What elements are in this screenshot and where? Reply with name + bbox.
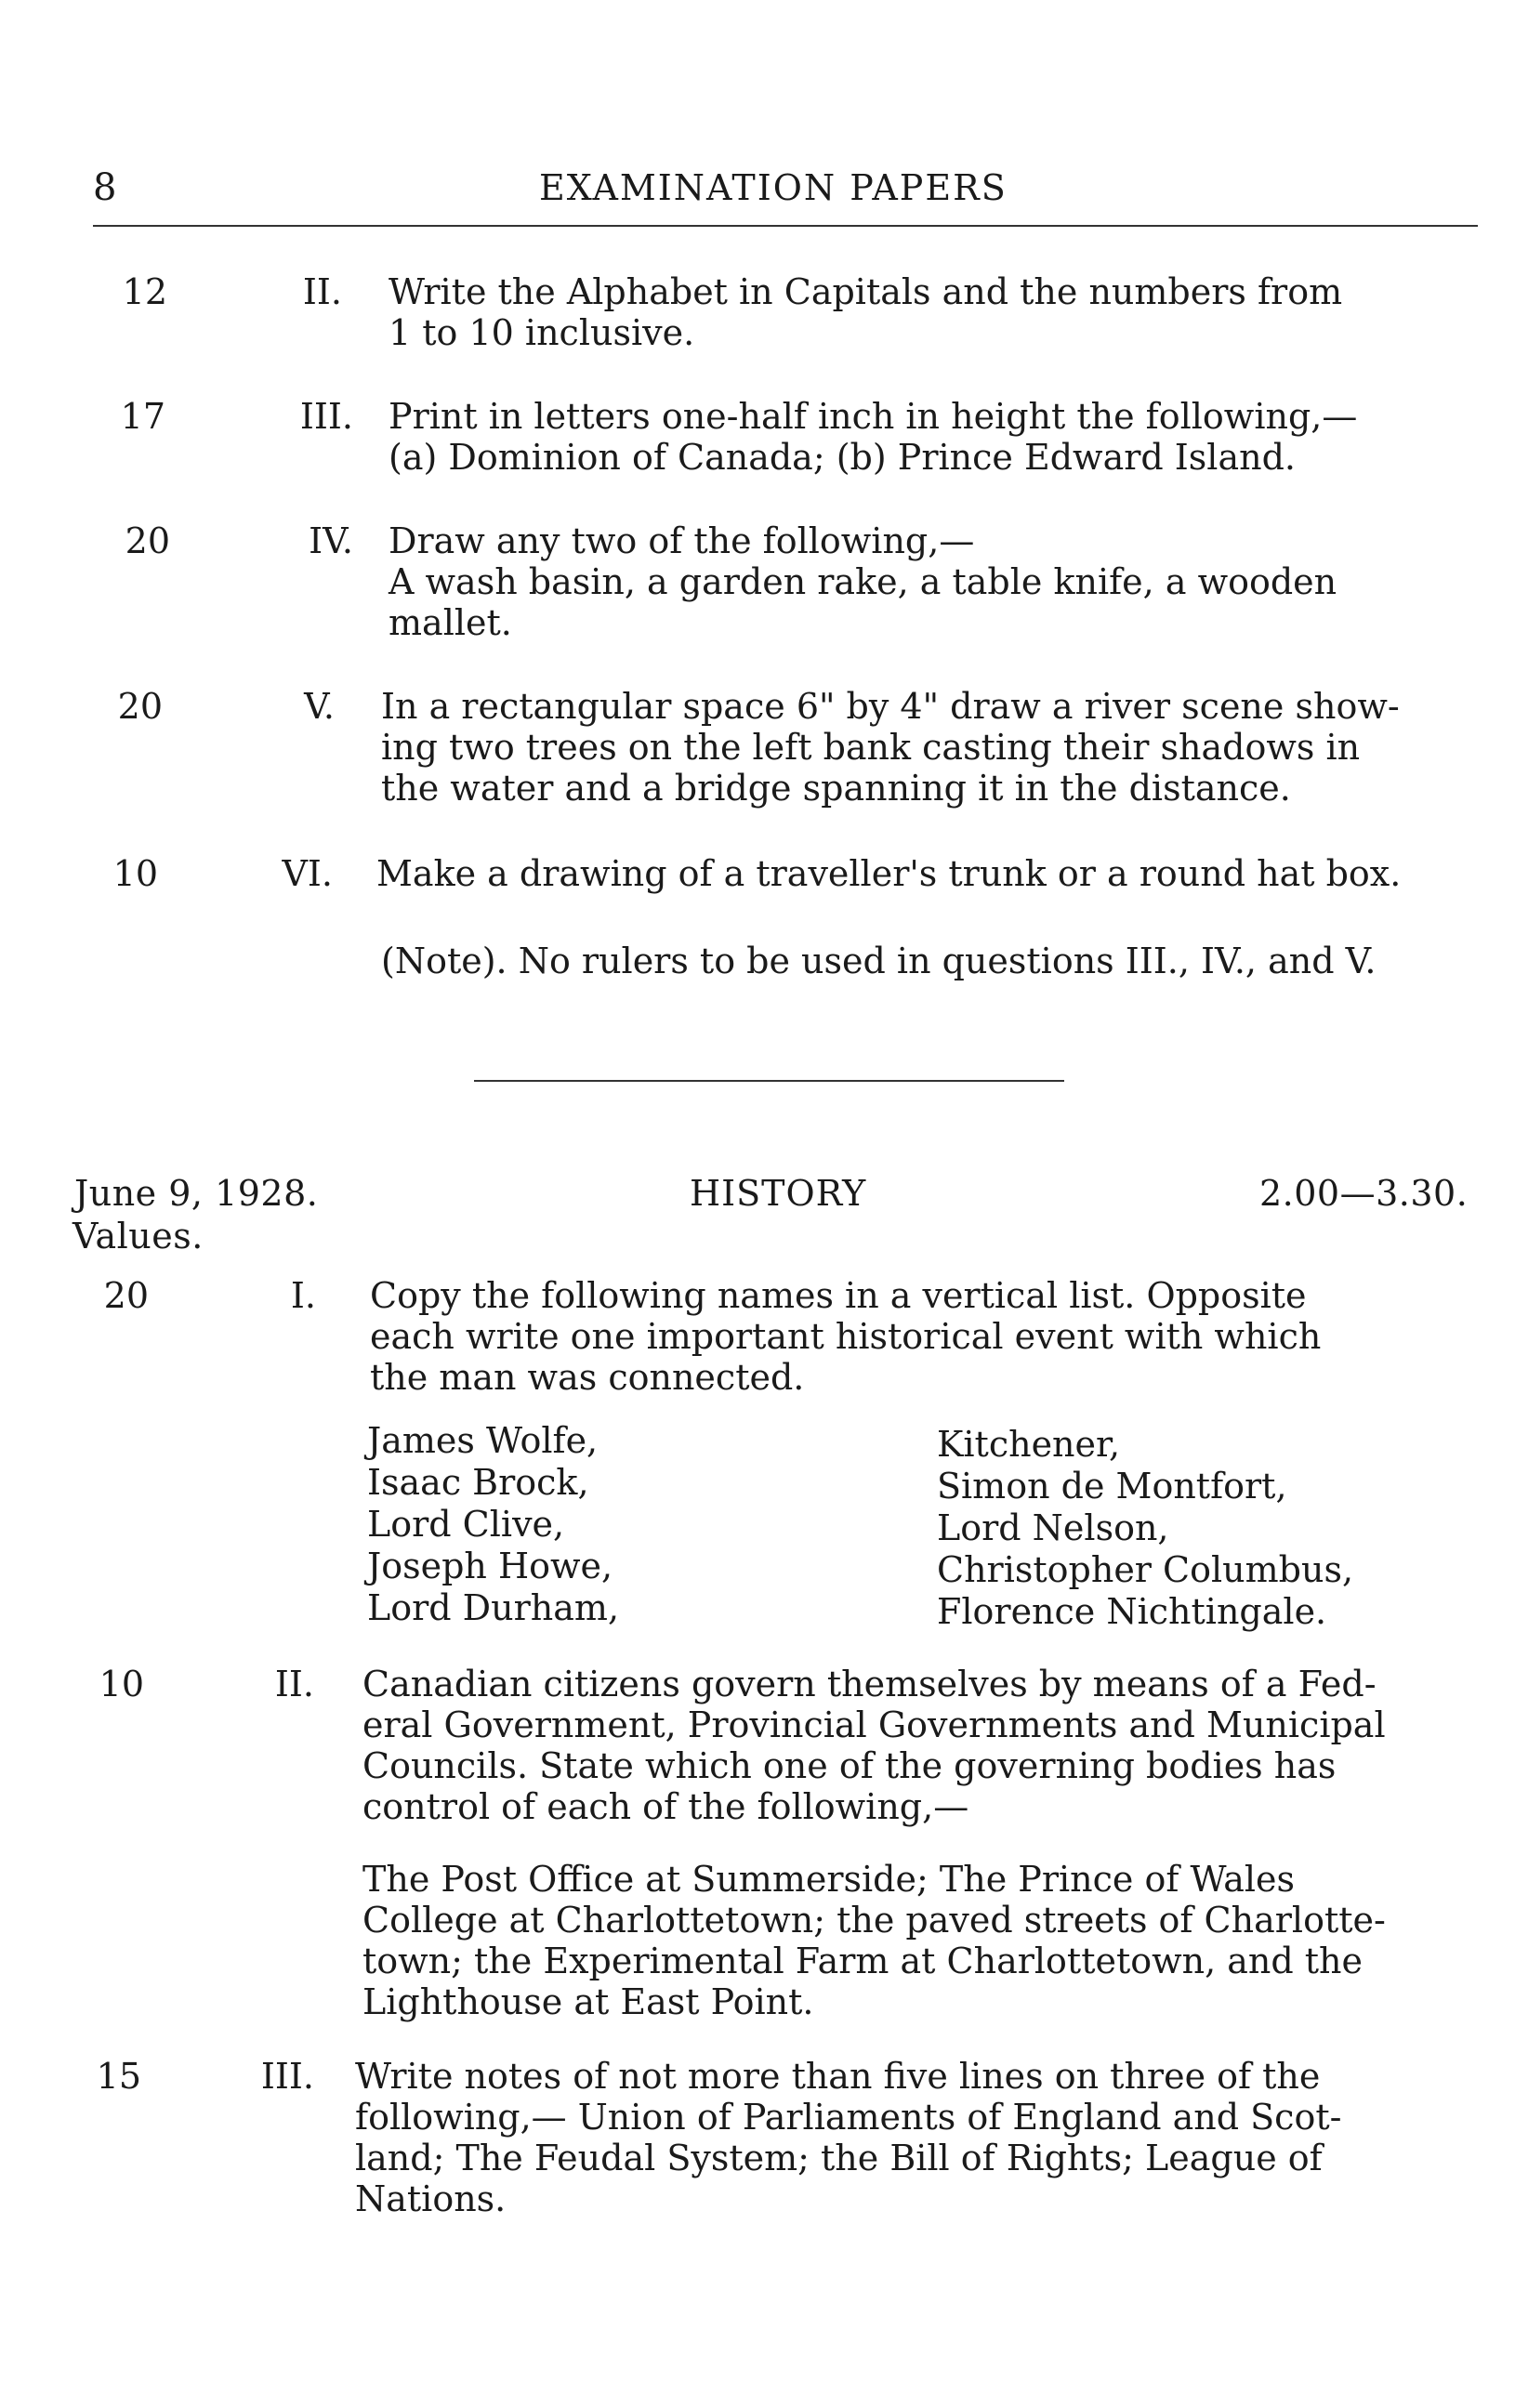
question-number: III.	[299, 396, 353, 437]
section-title: HISTORY	[690, 1173, 867, 1214]
question-value: 20	[103, 1275, 149, 1316]
question-value: 15	[96, 2056, 141, 2097]
page-title: EXAMINATION PAPERS	[539, 167, 1008, 208]
list-item: Isaac Brock,	[367, 1462, 589, 1503]
question-value: 17	[120, 396, 165, 437]
question-value: 10	[99, 1664, 144, 1704]
question-number: VI.	[282, 853, 333, 894]
question-value: 20	[125, 520, 170, 561]
question-value: 12	[122, 271, 167, 312]
list-item: Lord Nelson,	[937, 1507, 1169, 1548]
list-item: Simon de Montfort,	[937, 1466, 1287, 1507]
list-item: Lord Durham,	[367, 1587, 620, 1628]
list-item: Kitchener,	[937, 1424, 1121, 1465]
question-number: I.	[290, 1275, 316, 1316]
question-number: V.	[304, 686, 335, 727]
list-item: Joseph Howe,	[367, 1546, 613, 1586]
question-text: Copy the following names in a vertical list. Opposite each write one important historical event with which the man was connected.	[370, 1275, 1322, 1398]
names-list-left	[367, 1420, 619, 1629]
names-list-right	[937, 1424, 1353, 1633]
values-label: Values.	[72, 1216, 204, 1257]
question-text: Write notes of not more than five lines on three of the following,— Union of Parliaments of England and Scot- land; The Feudal System; the Bill of Rights; League of Nations.	[355, 2056, 1342, 2219]
question-text: Make a drawing of a traveller's trunk or a round hat box.	[376, 853, 1402, 894]
list-item: Lord Clive,	[367, 1504, 565, 1545]
exam-time: 2.00—3.30.	[1259, 1173, 1469, 1214]
question-number: II.	[274, 1664, 314, 1704]
exam-date: June 9, 1928.	[74, 1173, 319, 1214]
question-value: 20	[117, 686, 163, 727]
list-item: James Wolfe,	[367, 1420, 599, 1461]
list-item: Florence Nichtingale.	[937, 1591, 1327, 1632]
question-text: Print in letters one-half inch in height the following,— (a) Dominion of Canada; (b) Prince Edward Island.	[389, 396, 1358, 478]
note-text: (Note). No rulers to be used in questions III., IV., and V.	[381, 941, 1377, 981]
section-divider	[474, 1080, 1064, 1082]
question-text: Canadian citizens govern themselves by means of a Fed- eral Government, Provincial Governments and Municipal Councils. State which one of the governing bodies has control of each of the following,—	[362, 1664, 1386, 1827]
question-text-continued: The Post Office at Summerside; The Prince of Wales College at Charlottetown; the paved streets of Charlotte- town; the Experimental Farm at Charlottetown, and the Lighthouse at East Point.	[362, 1859, 1386, 2022]
header-rule	[93, 225, 1478, 227]
question-text: In a rectangular space 6" by 4" draw a river scene show- ing two trees on the left bank casting their shadows in the water and a bridge spanning it in the distance.	[381, 686, 1400, 809]
question-text: Draw any two of the following,— A wash basin, a garden rake, a table knife, a wooden mallet.	[389, 520, 1337, 643]
list-item: Christopher Columbus,	[937, 1549, 1354, 1590]
question-number: II.	[302, 271, 342, 312]
question-number: III.	[260, 2056, 314, 2097]
question-number: IV.	[309, 520, 353, 561]
question-text: Write the Alphabet in Capitals and the numbers from 1 to 10 inclusive.	[389, 271, 1343, 353]
question-value: 10	[112, 853, 158, 894]
page-number: 8	[93, 166, 117, 209]
